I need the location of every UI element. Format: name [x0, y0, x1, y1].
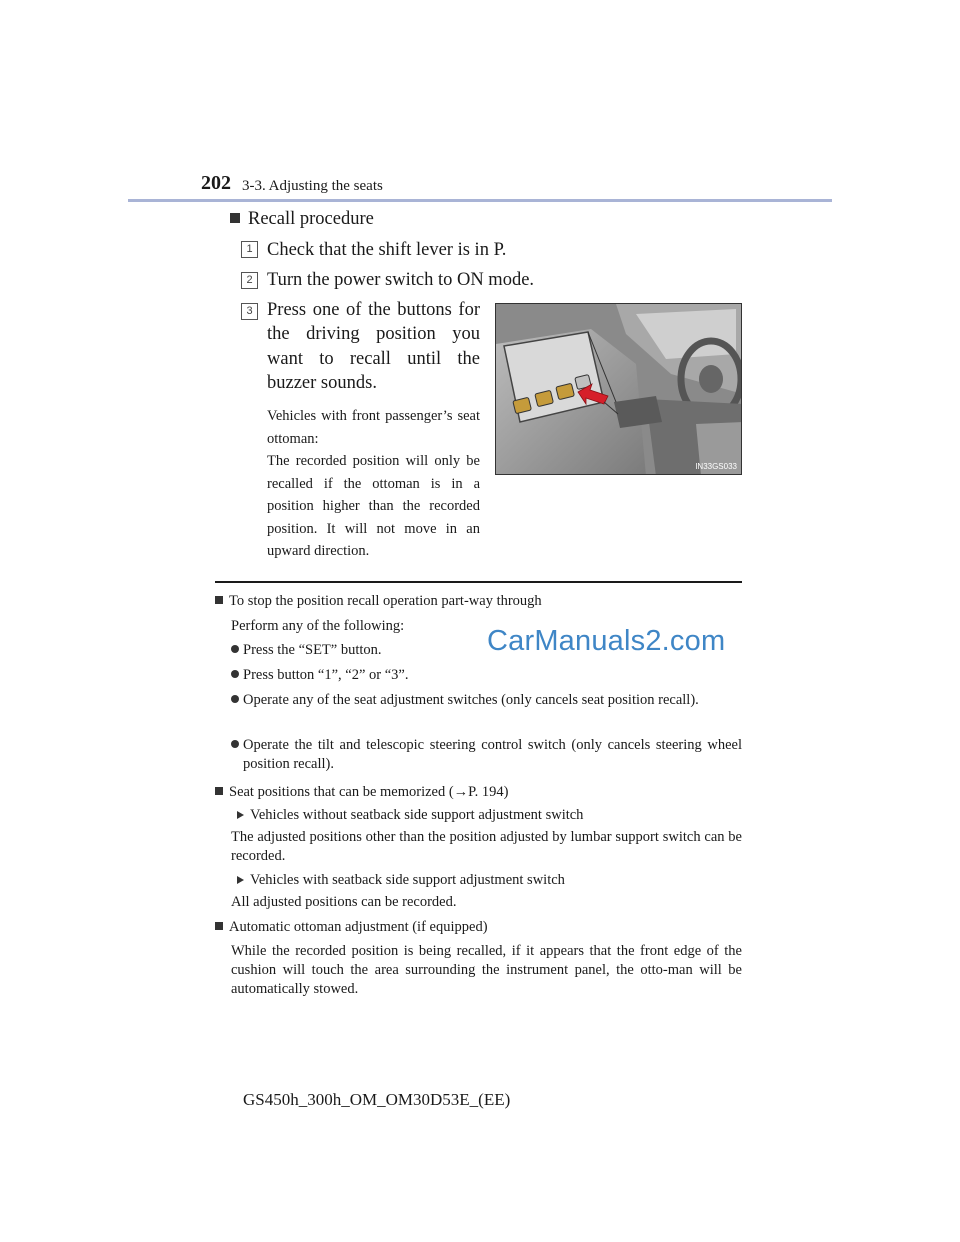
memorized-variant-1-text: The adjusted positions other than the position adjusted by lumbar support switch can be recorded.: [231, 829, 742, 864]
memorized-variant-2-text: All adjusted positions can be recorded.: [231, 894, 457, 910]
bullet-icon: [231, 740, 239, 748]
stop-bullet-4: [231, 736, 742, 774]
heading-square-icon: [215, 596, 223, 604]
triangle-bullet-icon: [237, 876, 244, 884]
ottoman-text: While the recorded position is being recalled, if it appears that the front edge of the cushion will touch the area surrounding the instrument panel, the otto-man will be automatically stowed.: [231, 943, 742, 997]
memorized-heading: [215, 783, 508, 802]
watermark: CarManuals2.com: [487, 625, 726, 657]
variant-1-label-text: Vehicles without seatback side support adjustment switch: [250, 807, 584, 823]
bullet-icon: [231, 670, 239, 678]
memorized-variant-2-label: [237, 871, 565, 890]
heading-square-icon: [230, 213, 240, 223]
step-3-text: Press one of the buttons for the driving position you want to recall until the buzzer sounds.: [267, 300, 480, 393]
page-number: 202: [201, 172, 231, 194]
ottoman-note-text: The recorded position will only be recalled if the ottoman is in a position higher than the recorded position. It will not move in an upward direction.: [267, 453, 480, 560]
stop-bullet-3: [231, 691, 742, 710]
section-rule: [215, 581, 742, 583]
header-rule: [128, 199, 832, 202]
stop-bullet-1-text: Press the “SET” button.: [243, 642, 382, 658]
stop-bullet-4-text: Operate the tilt and telescopic steering control switch (only cancels steering wheel position recall).: [243, 737, 742, 772]
stop-heading: [215, 592, 542, 611]
step-1-number: 1: [241, 241, 258, 258]
illustration-code: IN33GS033: [695, 462, 737, 471]
bullet-icon: [231, 645, 239, 653]
footer-code: GS450h_300h_OM_OM30D53E_(EE): [243, 1090, 511, 1109]
step-2-number: 2: [241, 272, 258, 289]
recall-heading: [230, 207, 374, 231]
door-panel-drawing: [496, 304, 742, 475]
heading-square-icon: [215, 787, 223, 795]
memory-buttons-illustration: [495, 303, 742, 475]
heading-square-icon: [215, 922, 223, 930]
memorized-heading-text: Seat positions that can be memorized (→P. 194): [229, 784, 509, 800]
stop-bullet-1: [231, 641, 382, 660]
stop-heading-text: To stop the position recall operation part-way through: [229, 593, 542, 609]
memorized-variant-1-label: [237, 806, 583, 825]
ottoman-heading-text: Automatic ottoman adjustment (if equipped): [229, 919, 488, 935]
ottoman-heading: [215, 918, 488, 937]
step-1-text: Check that the shift lever is in P.: [267, 240, 507, 260]
step-3-number: 3: [241, 303, 258, 320]
stop-intro: Perform any of the following:: [231, 618, 405, 634]
section-title: 3-3. Adjusting the seats: [242, 178, 383, 194]
recall-heading-text: Recall procedure: [248, 209, 374, 229]
variant-2-label-text: Vehicles with seatback side support adjustment switch: [250, 872, 565, 888]
stop-bullet-3-text: Operate any of the seat adjustment switches (only cancels seat position recall).: [243, 692, 699, 708]
ottoman-note-title: Vehicles with front passenger’s seat ottoman:: [267, 408, 480, 447]
step-2-text: Turn the power switch to ON mode.: [267, 270, 535, 290]
step-3-block: [267, 298, 480, 563]
stop-bullet-2: [231, 666, 409, 685]
triangle-bullet-icon: [237, 811, 244, 819]
bullet-icon: [231, 695, 239, 703]
stop-bullet-2-text: Press button “1”, “2” or “3”.: [243, 667, 409, 683]
